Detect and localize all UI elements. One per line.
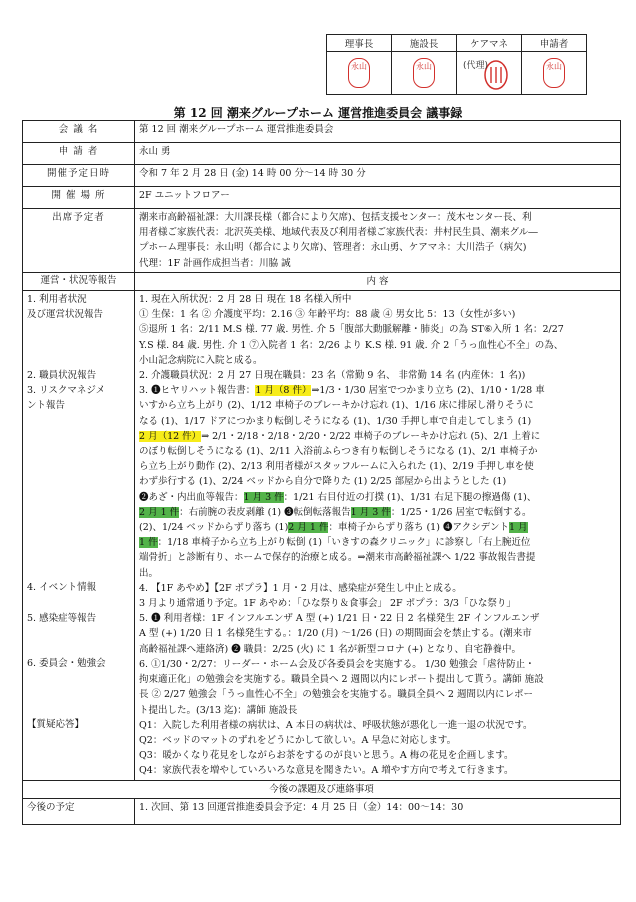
s3-line: 2 月 1 件：右前腕の表皮剥離 (1) ❸転倒転落報告1 月 3 件：1/25・1/26 居室で転倒する。	[139, 506, 532, 518]
minutes-table	[22, 120, 621, 825]
future-header: 今後の課題及び連絡事項	[23, 780, 621, 798]
section-header-left: 運営・状況等報告	[23, 272, 135, 290]
label-events: 4. イベント情報	[27, 582, 97, 594]
highlight-fall-feb: 2 月 1 件	[288, 522, 329, 534]
label-venue: 開 催 場 所	[23, 187, 135, 209]
qa-line: Q2：ベッドのマットのずれをどうにかして欲しい。A 早急に対応します。	[139, 734, 457, 746]
highlight-fall-jan: 1 月 3 件	[350, 506, 391, 518]
highlight-accident-count: 1 件	[139, 537, 158, 549]
row-datetime	[23, 165, 621, 187]
label-operation-status: 及び運営状況報告	[27, 309, 104, 321]
stamp-cell-director	[392, 52, 457, 95]
s3-line: (2)、1/24 ベッドからずり落ち (1)2 月 1 件：車椅子からずり落ち (1) ❹アクシデント1 月	[139, 522, 528, 534]
row-report-body	[23, 291, 621, 781]
stamp-cell-applicant	[522, 52, 587, 95]
report-content	[135, 291, 621, 781]
label-qa: 【質疑応答】	[27, 719, 85, 731]
s3-line: 1 件：1/18 車椅子から立ち上がり転倒 (1)「いきすの森クリニック」に診察し「右上腕近位	[139, 537, 531, 549]
s3-line: なる (1)、1/17 ドアにつかまり転倒しそうになる (1)、1/30 手押し車で自走してしまう (1)	[139, 415, 532, 427]
label-next-schedule: 今後の予定	[23, 798, 135, 824]
s5-line: 5. ❶ 利用者様：1F インフルエンザ A 型 (+) 1/21 日・22 日 2 名様発生 2F インフルエンザ	[139, 613, 540, 625]
s3-line: 出。	[139, 567, 159, 579]
s3-line: わず歩行する (1)、2/24 ベッドから自分で降りた (1) 2/25 部屋から出ようとした (1)	[139, 476, 507, 488]
row-future-header	[23, 780, 621, 798]
row-applicant	[23, 143, 621, 165]
highlight-bruise-jan: 1 月 3 件	[243, 491, 284, 503]
s1-line: ⑤退所 1 名：2/11 M.S 様. 77 歳. 男性. 介 5「腹部大動脈解離・肺炎」の為 ST⑥入所 1 名：2/27	[139, 324, 564, 336]
highlight-accident-jan: 1 月	[508, 522, 528, 534]
s3-line: いすから立ち上がり (2)、1/12 車椅子のブレーキかけ忘れ (1)、1/16 床に排尿し滑りそうに	[139, 400, 534, 412]
stamp-header-director: 施設長	[392, 35, 457, 52]
label-committee: 6. 委員会・勉強会	[27, 658, 106, 670]
value-venue: 2F ユニットフロアー	[135, 187, 621, 209]
row-section-header	[23, 272, 621, 290]
stamp-header-applicant: 申請者	[522, 35, 587, 52]
section-header-right: 内 容	[135, 272, 621, 290]
s1-line: ① 生保：1 名 ② 介護度平均：2.16 ③ 年齢平均：88 歳 ④ 男女比 5：13（女性が多い)	[139, 309, 516, 321]
highlight-jan-count: 1 月（8 件）	[255, 385, 312, 397]
qa-line: Q1：入院した利用者様の病状は、A 本日の病状は、呼吸状態が悪化し一進一退の状況です。	[139, 719, 533, 731]
s3-line: 3. ❶ヒヤリハット報告書：1 月（8 件）⇒1/3・1/30 居室でつかまり立ち (2)、1/10・1/28 車	[139, 385, 545, 397]
row-next-schedule	[23, 798, 621, 824]
highlight-bruise-feb: 2 月 1 件	[139, 506, 180, 518]
attendee-line: プホーム理事長：永山明（都合により欠席)、管理者：永山勇、ケアマネ：大川浩子（病欠)	[139, 242, 527, 254]
label-meeting-name: 会 議 名	[23, 121, 135, 143]
s6-line: 拘束適正化」の勉強会を実施する。職員全員へ 2 週間以内にレポート提出して貰う。講師 施設	[139, 674, 544, 686]
row-venue	[23, 187, 621, 209]
s6-line: 長 ② 2/27 勉強会「うっ血性心不全」の勉強会を実施する。職員全員へ 2 週間以内にレポー	[139, 689, 533, 701]
s6-line: 6. ①1/30・2/27：リーダー・ホーム会及び各委員会を実施する。 1/30 勉強会「虐待防止・	[139, 658, 535, 670]
s3-line: のぼり転倒しそうになる (1)、2/11 入浴前ふらつき有り転倒しそうになる (1)、2/1 車椅子か	[139, 446, 538, 458]
value-applicant: 永山 勇	[135, 143, 621, 165]
row-attendees	[23, 209, 621, 273]
label-user-status: 1. 利用者状況	[27, 294, 87, 306]
label-datetime: 開催予定日時	[23, 165, 135, 187]
s2-line: 2. 介護職員状況：2 月 27 日現在職員：23 名（常勤 9 名、 非常勤 14 名 (内産休：1 名))	[139, 370, 526, 382]
row-meeting-name	[23, 121, 621, 143]
approval-stamp-table	[326, 34, 587, 95]
value-next-schedule: 1. 次回、第 13 回運営推進委員会予定：4 月 25 日（金）14：00～14：30	[135, 798, 621, 824]
s1-line: 小山記念病院に入院と成る。	[139, 354, 263, 366]
seal-stamp-icon: 永山	[543, 58, 565, 88]
s6-line: ト提出した。(3/13 迄)：講師 施設長	[139, 704, 298, 716]
value-attendees	[135, 209, 621, 273]
seal-stamp-icon: 永山	[413, 58, 435, 88]
s4-line: 3 月より通常通り予定。1F あやめ：「ひな祭り＆食事会」 2F ポプラ：3/3「ひな祭り」	[139, 598, 516, 610]
label-applicant: 申 請 者	[23, 143, 135, 165]
qa-line: Q3：暖かくなり花見をしながらお茶をするのが良いと思う。A 梅の花見を企画します。	[139, 750, 514, 762]
s5-line: 高齢福祉課へ連絡済) ❷ 職員：2/25 (火) に 1 名が新型コロナ (+) となり、自宅静養中。	[139, 643, 522, 655]
attendee-line: 用者様ご家族代表：北沢英美様、地域代表及び利用者様ご家族代表：井村民生員、潮来グル―	[139, 227, 538, 239]
s3-line: ❷あざ・内出血等報告：1 月 3 件：1/21 右目付近の打撲 (1)、1/31 右足下腿の擦過傷 (1)、	[139, 491, 537, 503]
stamp-header-caremanager: ケアマネ	[457, 35, 522, 52]
stamp-header-chairman: 理事長	[327, 35, 392, 52]
label-risk-management: 3. リスクマネジメ	[27, 385, 106, 397]
qa-line: Q4：家族代表を増やしていろいろな意見を聞きたい。A 増やす方向で考えて行きます。	[139, 765, 514, 777]
value-meeting-name: 第 12 回 潮来グループホーム 運営推進委員会	[135, 121, 621, 143]
attendee-line: 代理：1F 計画作成担当者：川脇 誠	[139, 257, 291, 269]
highlight-feb-count: 2 月（12 件）	[139, 430, 202, 442]
document-title: 第 12 回 潮来グループホーム 運営推進委員会 議事録	[173, 106, 463, 120]
s1-line: Y.S 様. 84 歳. 男性. 介 1 ⑦入院者 1 名：2/26 より K.S 様. 91 歳. 介 2「うっ血性心不全」の為、	[139, 339, 564, 351]
proxy-signature: (代理)	[463, 61, 489, 71]
stamp-cell-chairman	[327, 52, 392, 95]
label-attendees: 出席予定者	[23, 209, 135, 273]
s3-line: 端骨折」と診断有り、ホームで保存的治療と成る。⇒潮来市高齢福祉課へ 1/22 事故報告書提	[139, 552, 536, 564]
label-infection: 5. 感染症等報告	[27, 613, 97, 625]
s4-line: 4. 【1F あやめ】【2F ポプラ】1 月・2 月は、感染症が発生し中止と成る。	[139, 582, 462, 594]
seal-stamp-icon: 永山	[348, 58, 370, 88]
s1-line: 1. 現在入所状況：2 月 28 日 現在 18 名様入所中	[139, 294, 352, 306]
report-left-labels	[23, 291, 135, 781]
s3-line: ら立ち上がり動作 (2)、2/13 利用者様がスタッフルームに入られた (1)、2/19 手押し車を使	[139, 461, 534, 473]
attendee-line: 潮来市高齢福祉課：大川課長様（都合により欠席)、包括支援センター：茂木センター長、利	[139, 212, 532, 223]
label-risk-management-2: ント報告	[27, 400, 66, 412]
s3-line: 2 月（12 件）⇒ 2/1・2/18・2/18・2/20・2/22 車椅子のブレーキかけ忘れ (5)、2/1 上着に	[139, 430, 541, 442]
value-datetime: 令和 7 年 2 月 28 日 (金) 14 時 00 分～14 時 30 分	[135, 165, 621, 187]
s5-line: A 型 (+) 1/20 日 1 名様発生する。：1/20 (月) ～1/26 (日) の期間面会を禁止する。(潮来市	[139, 628, 532, 640]
stamp-cell-caremanager	[457, 52, 522, 95]
label-staff-status: 2. 職員状況報告	[27, 370, 97, 382]
